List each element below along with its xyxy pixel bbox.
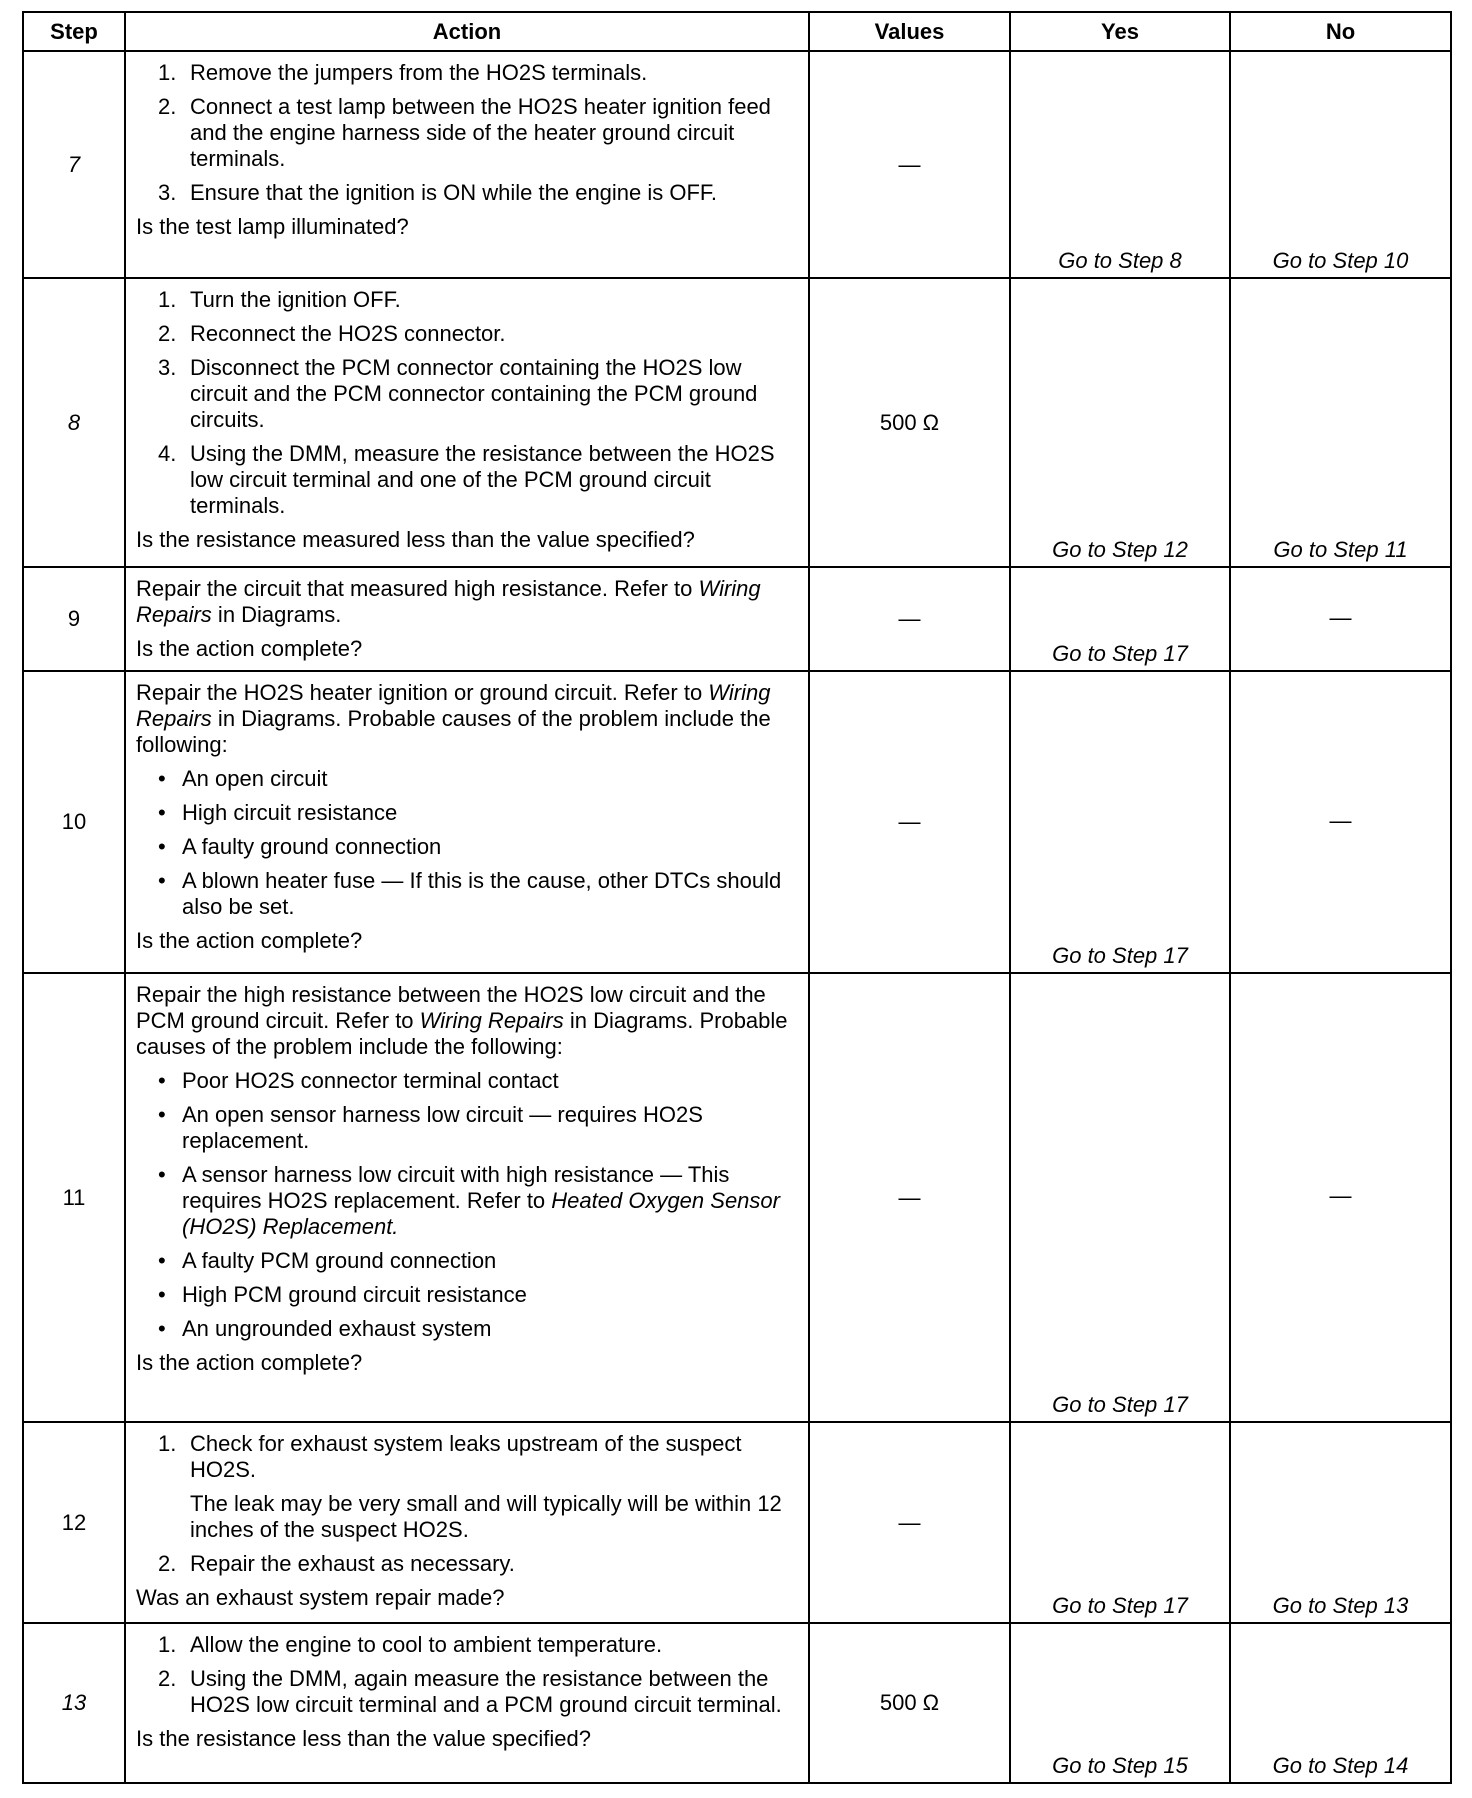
action-text: Repair the high resistance between the HO2S low circuit and the PCM ground circuit. Refer to Wiring Repairs in Diagrams. Probable causes of the problem include the following: (136, 982, 788, 1059)
table-row-step-13 (23, 1623, 1451, 1783)
action-cell (125, 567, 809, 671)
no-cell: Go to Step 10 (1230, 51, 1451, 278)
header-values: Values (809, 12, 1010, 51)
action-cell (125, 671, 809, 973)
action-cell (125, 1623, 809, 1783)
numbered-item: 2. Connect a test lamp between the HO2S heater ignition feed and the engine harness side of the heater ground circuit terminals. (158, 94, 771, 171)
numbered-item: 1. Allow the engine to cool to ambient temperature. (158, 1632, 663, 1657)
numbered-item: 4. Using the DMM, measure the resistance between the HO2S low circuit terminal and one of the PCM ground circuit terminals. (158, 441, 775, 518)
table-row-step-11 (23, 973, 1451, 1422)
no-cell: Go to Step 13 (1230, 1422, 1451, 1623)
header-no: No (1230, 12, 1451, 51)
value-cell: 500 Ω (809, 278, 1010, 567)
table-row-step-7 (23, 51, 1451, 278)
value-cell: — (809, 973, 1010, 1422)
yes-cell: Go to Step 17 (1010, 567, 1230, 671)
bullet-item: • A faulty ground connection (158, 834, 442, 859)
value-cell: — (809, 567, 1010, 671)
table-row-step-9 (23, 567, 1451, 671)
bullet-item: • High circuit resistance (158, 800, 398, 825)
no-cell: Go to Step 11 (1230, 278, 1451, 567)
header-row (23, 12, 1451, 51)
action-cell (125, 973, 809, 1422)
diagnostic-table-page (22, 11, 1450, 1784)
action-text: Repair the circuit that measured high resistance. Refer to Wiring Repairs in Diagrams. (136, 576, 761, 627)
value-cell: 500 Ω (809, 1623, 1010, 1783)
question-text: Is the action complete? (136, 636, 363, 661)
numbered-item: 3. Ensure that the ignition is ON while the engine is OFF. (158, 180, 718, 205)
value-cell: — (809, 51, 1010, 278)
action-text: Repair the HO2S heater ignition or ground circuit. Refer to Wiring Repairs in Diagrams. Probable causes of the problem include the following: (136, 680, 771, 757)
table-row-step-10 (23, 671, 1451, 973)
bullet-item: • A faulty PCM ground connection (158, 1248, 497, 1273)
action-cell (125, 278, 809, 567)
diagnostic-table (22, 11, 1452, 1784)
yes-cell: Go to Step 15 (1010, 1623, 1230, 1783)
question-text: Was an exhaust system repair made? (136, 1585, 505, 1610)
numbered-item: 2. Repair the exhaust as necessary. (158, 1551, 515, 1576)
numbered-item: 1. Check for exhaust system leaks upstream of the suspect HO2S. (158, 1431, 742, 1482)
bullet-item: • An ungrounded exhaust system (158, 1316, 492, 1341)
table-row-step-12 (23, 1422, 1451, 1623)
bullet-item: • An open circuit (158, 766, 328, 791)
yes-cell: Go to Step 17 (1010, 973, 1230, 1422)
header-yes: Yes (1010, 12, 1230, 51)
step-number: 8 (23, 278, 125, 567)
yes-cell: Go to Step 12 (1010, 278, 1230, 567)
no-cell: — (1230, 671, 1451, 973)
numbered-item: 2. Using the DMM, again measure the resistance between the HO2S low circuit terminal and a PCM ground circuit terminal. (158, 1666, 782, 1717)
bullet-item: • An open sensor harness low circuit — requires HO2S replacement. (158, 1102, 703, 1153)
bullet-item: • High PCM ground circuit resistance (158, 1282, 527, 1307)
no-cell: — (1230, 567, 1451, 671)
action-cell (125, 51, 809, 278)
question-text: Is the action complete? (136, 1350, 363, 1375)
table-row-step-8 (23, 278, 1451, 567)
value-cell: — (809, 671, 1010, 973)
step-number: 9 (23, 567, 125, 671)
note-text: The leak may be very small and will typically will be within 12 inches of the suspect HO2S. (190, 1491, 782, 1542)
value-cell: — (809, 1422, 1010, 1623)
step-number: 12 (23, 1422, 125, 1623)
numbered-item: 1. Turn the ignition OFF. (158, 287, 401, 312)
question-text: Is the action complete? (136, 928, 363, 953)
step-number: 13 (23, 1623, 125, 1783)
question-text: Is the resistance measured less than the value specified? (136, 527, 695, 552)
no-cell: Go to Step 14 (1230, 1623, 1451, 1783)
bullet-item: • A blown heater fuse — If this is the cause, other DTCs should also be set. (158, 868, 782, 919)
step-number: 11 (23, 973, 125, 1422)
numbered-item: 3. Disconnect the PCM connector containing the HO2S low circuit and the PCM connector containing the PCM ground circuits. (158, 355, 758, 432)
no-cell: — (1230, 973, 1451, 1422)
header-action: Action (125, 12, 809, 51)
question-text: Is the test lamp illuminated? (136, 214, 409, 239)
yes-cell: Go to Step 17 (1010, 1422, 1230, 1623)
numbered-item: 1. Remove the jumpers from the HO2S terminals. (158, 60, 648, 85)
yes-cell: Go to Step 17 (1010, 671, 1230, 973)
step-number: 7 (23, 51, 125, 278)
question-text: Is the resistance less than the value specified? (136, 1726, 591, 1751)
bullet-item: • A sensor harness low circuit with high resistance — This requires HO2S replacement. Refer to Heated Oxygen Sensor (HO2S) Replacement. (158, 1162, 780, 1239)
step-number: 10 (23, 671, 125, 973)
header-step: Step (23, 12, 125, 51)
numbered-item: 2. Reconnect the HO2S connector. (158, 321, 506, 346)
action-cell (125, 1422, 809, 1623)
bullet-item: • Poor HO2S connector terminal contact (158, 1068, 559, 1093)
yes-cell: Go to Step 8 (1010, 51, 1230, 278)
